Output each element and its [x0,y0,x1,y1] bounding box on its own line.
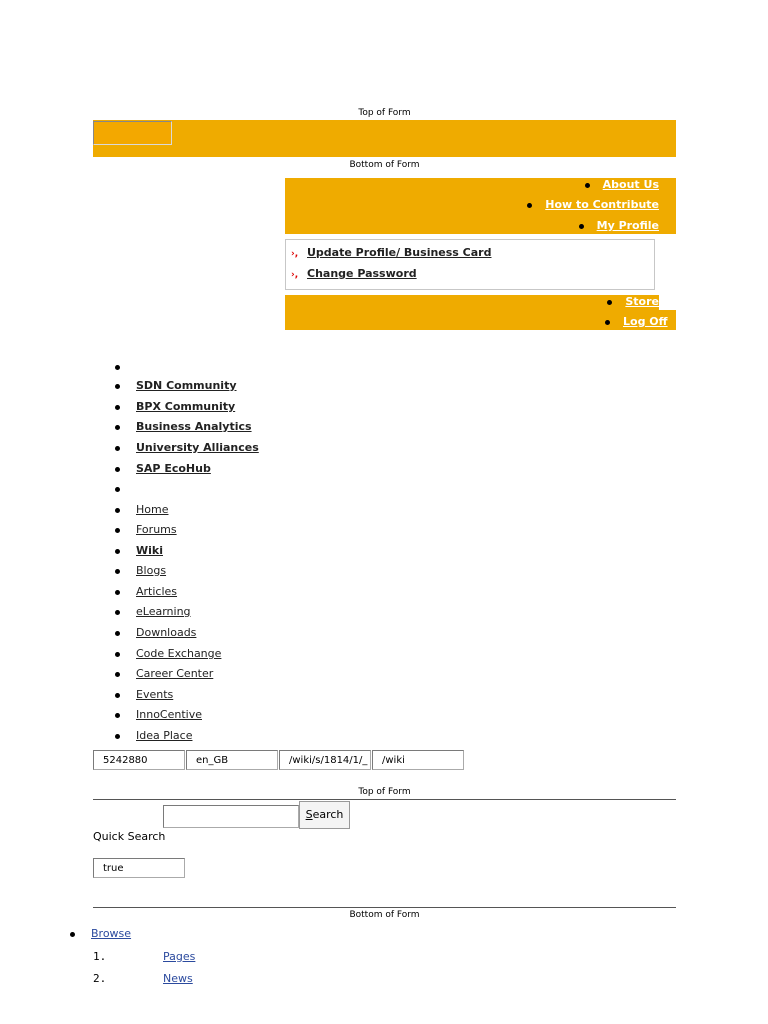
bpx-community-link[interactable]: BPX Community [136,400,236,413]
search-button-accesskey: S [305,808,313,821]
bullet-icon [115,384,120,389]
section-item-forums [115,523,177,536]
browse-item [70,927,131,940]
community-item [115,482,136,495]
community-item [115,360,136,373]
bullet-icon [115,693,120,698]
sap-ecohub-link[interactable]: SAP EcoHub [136,462,211,475]
nav-item-profile [579,219,659,232]
bullet-icon [115,734,120,739]
header-bar [93,120,676,158]
section-item-idea-place [115,729,192,742]
store-nav [285,295,659,330]
bullet-icon [115,549,120,554]
nav-item-about [585,178,659,191]
section-item-articles [115,585,177,598]
section-item-innocentive [115,708,202,721]
my-profile-link[interactable]: My Profile [596,219,659,232]
nav-item-contribute [527,198,659,211]
arrow-icon: ›, [291,270,299,280]
search-button-label: earch [312,808,344,821]
submenu-item-password [291,267,417,280]
section-item-downloads [115,626,196,639]
bullet-icon [115,467,120,472]
profile-submenu [285,239,655,290]
quick-search-label: Quick Search [93,830,166,843]
bullet-icon [585,183,590,188]
form-bottom-divider [93,907,676,908]
search-button[interactable] [299,801,350,829]
bullet-icon [527,203,532,208]
section-item-home [115,503,168,516]
header-input[interactable] [93,121,172,145]
bullet-icon [115,672,120,677]
pages-link[interactable]: Pages [163,950,196,963]
browse-num-1: 1. [93,950,107,963]
hidden-field-max-size[interactable]: 5242880 [93,750,185,770]
bullet-icon [605,320,610,325]
community-item [115,462,211,475]
browse-num-2: 2. [93,972,107,985]
bottom-of-form-label: Bottom of Form [349,910,420,920]
header-divider [93,157,676,158]
bullet-icon [115,569,120,574]
section-item-elearning [115,605,191,618]
bullet-icon [607,300,612,305]
community-item [115,420,252,433]
form-top-divider [93,799,676,800]
bullet-icon [115,405,120,410]
search-input[interactable] [163,805,299,828]
hidden-field-locale[interactable]: en_GB [186,750,278,770]
bottom-of-form-label: Bottom of Form [349,160,420,170]
career-center-link[interactable]: Career Center [136,667,214,680]
forums-link[interactable]: Forums [136,523,177,536]
bullet-icon [115,425,120,430]
business-analytics-link[interactable]: Business Analytics [136,420,252,433]
events-link[interactable]: Events [136,688,174,701]
bullet-icon [115,631,120,636]
articles-link[interactable]: Articles [136,585,178,598]
bullet-icon [115,713,120,718]
section-item-code-exchange [115,647,221,660]
news-link[interactable]: News [163,972,193,985]
bullet-icon [115,610,120,615]
code-exchange-link[interactable]: Code Exchange [136,647,222,660]
elearning-link[interactable]: eLearning [136,605,191,618]
bullet-icon [70,932,75,937]
community-item [115,441,259,454]
arrow-icon: ›, [291,249,299,259]
wiki-link[interactable]: Wiki [136,544,163,557]
how-to-contribute-link[interactable]: How to Contribute [545,198,659,211]
top-nav [285,178,659,234]
bullet-icon [115,365,120,370]
top-of-form-label: Top of Form [358,787,411,797]
hidden-field-static-path[interactable]: /wiki/s/1814/1/_ [279,750,371,770]
university-alliances-link[interactable]: University Alliances [136,441,259,454]
sdn-community-link[interactable]: SDN Community [136,379,237,392]
section-item-wiki [115,544,163,557]
nav-item-store [607,295,659,308]
section-item-blogs [115,564,166,577]
hidden-field-quick-search[interactable]: true [93,858,185,878]
bullet-icon [579,224,584,229]
community-item [115,400,235,413]
top-nav-bar [285,178,676,234]
update-profile-link[interactable]: Update Profile/ Business Card [307,246,492,259]
nav-item-logoff [605,315,668,328]
hidden-field-context-path[interactable]: /wiki [372,750,464,770]
top-of-form-label: Top of Form [358,108,411,118]
innocentive-link[interactable]: InnoCentive [136,708,202,721]
bullet-icon [115,590,120,595]
bullet-icon [115,652,120,657]
bullet-icon [115,508,120,513]
log-off-link[interactable]: Log Off [623,315,668,328]
browse-link[interactable]: Browse [91,927,132,940]
change-password-link[interactable]: Change Password [307,267,417,280]
idea-place-link[interactable]: Idea Place [136,729,193,742]
home-link[interactable]: Home [136,503,169,516]
section-item-career-center [115,667,213,680]
section-item-events [115,688,173,701]
downloads-link[interactable]: Downloads [136,626,197,639]
bullet-icon [115,528,120,533]
store-link[interactable]: Store [625,295,659,308]
bullet-icon [115,487,120,492]
submenu-item-update [291,246,491,259]
community-item [115,379,237,392]
blogs-link[interactable]: Blogs [136,564,167,577]
about-us-link[interactable]: About Us [602,178,659,191]
bullet-icon [115,446,120,451]
